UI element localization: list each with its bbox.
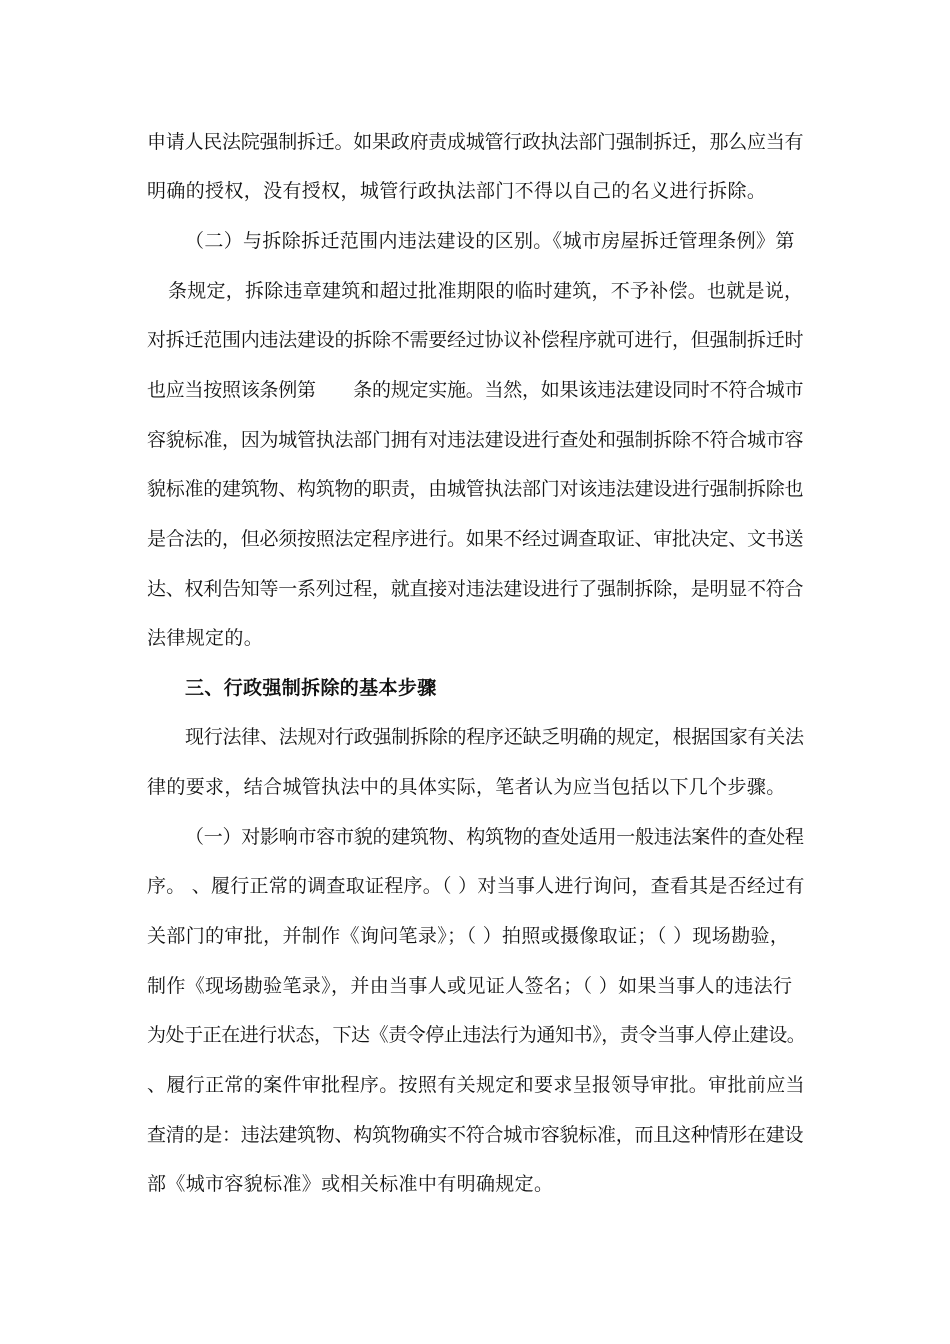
paragraph-line: （一）对影响市容市貌的建筑物、构筑物的查处适用一般违法案件的查处程 <box>185 826 804 848</box>
section-heading: 三、行政强制拆除的基本步骤 <box>185 677 437 699</box>
paragraph-line: 、履行正常的案件审批程序。按照有关规定和要求呈报领导审批。审批前应当 <box>147 1074 805 1096</box>
paragraph-line: （二）与拆除拆迁范围内违法建设的区别。《城市房屋拆迁管理条例》第 <box>185 230 795 252</box>
paragraph-line: 是合法的，但必须按照法定程序进行。如果不经过调查取证、审批决定、文书送 <box>147 528 804 550</box>
paragraph-line: 部《城市容貌标准》或相关标准中有明确规定。 <box>147 1173 554 1195</box>
paragraph-line: 现行法律、法规对行政强制拆除的程序还缺乏明确的规定，根据国家有关法 <box>185 726 804 748</box>
paragraph-line: 法律规定的。 <box>147 627 264 649</box>
paragraph-line: 也应当按照该条例第 条的规定实施。当然，如果该违法建设同时不符合城市 <box>147 379 804 401</box>
paragraph-line: 貌标准的建筑物、构筑物的职责，由城管执法部门对该违法建设进行强制拆除也 <box>147 478 804 500</box>
paragraph-line: 为处于正在进行状态，下达《责令停止违法行为通知书》，责令当事人停止建设。 <box>147 1024 806 1046</box>
paragraph-line: 制作《现场勘验笔录》，并由当事人或见证人签名；（ ）如果当事人的违法行 <box>147 975 793 997</box>
paragraph-line: 对拆迁范围内违法建设的拆除不需要经过协议补偿程序就可进行，但强制拆迁时 <box>147 329 804 351</box>
paragraph-line: 序。 、履行正常的调查取证程序。（ ）对当事人进行询问，查看其是否经过有 <box>147 875 805 897</box>
paragraph-line: 容貌标准，因为城管执法部门拥有对违法建设进行查处和强制拆除不符合城市容 <box>147 429 804 451</box>
paragraph-line: 明确的授权，没有授权，城管行政执法部门不得以自己的名义进行拆除。 <box>147 180 767 202</box>
paragraph-line: 条规定，拆除违章建筑和超过批准期限的临时建筑，不予补偿。也就是说， <box>168 280 804 302</box>
paragraph-line: 达、权利告知等一系列过程，就直接对违法建设进行了强制拆除，是明显不符合 <box>147 578 804 600</box>
paragraph-line: 查清的是：违法建筑物、构筑物确实不符合城市容貌标准，而且这种情形在建设 <box>147 1124 804 1146</box>
paragraph-line: 申请人民法院强制拆迁。如果政府责成城管行政执法部门强制拆迁，那么应当有 <box>147 131 804 153</box>
paragraph-line: 律的要求，结合城管执法中的具体实际，笔者认为应当包括以下几个步骤。 <box>147 776 786 798</box>
paragraph-line: 关部门的审批，并制作《询问笔录》；（ ）拍照或摄像取证；（ ）现场勘验， <box>147 925 790 947</box>
